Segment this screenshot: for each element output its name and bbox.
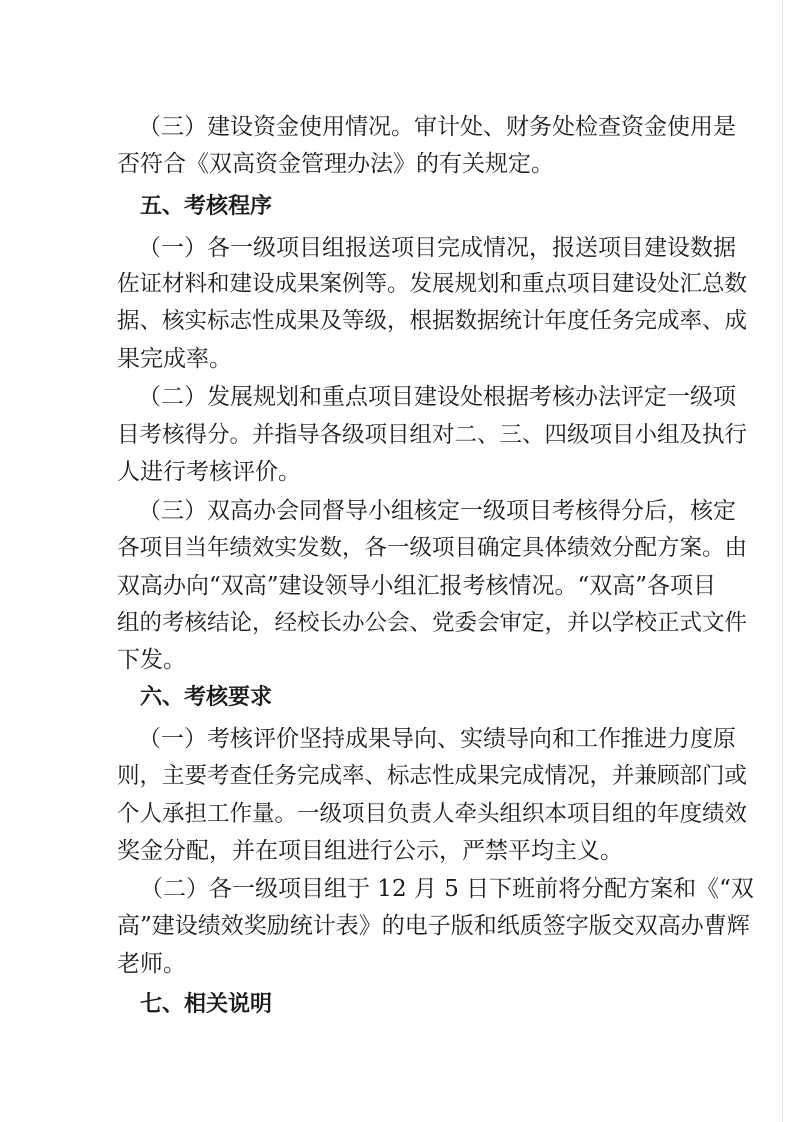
- paragraph-line: 否符合《双高资金管理办法》的有关规定。: [117, 151, 554, 177]
- paragraph-line: 果完成率。: [117, 346, 232, 372]
- paragraph-line: 组的考核结论，经校长办公会、党委会审定，并以学校正式文件: [117, 610, 748, 636]
- paragraph-line: 高”建设绩效奖励统计表》的电子版和纸质签字版交双高办曹辉: [117, 913, 750, 939]
- paragraph-line: 佐证材料和建设成果案例等。发展规划和重点项目建设处汇总数: [117, 271, 748, 297]
- paragraph-line: （一）考核评价坚持成果导向、实绩导向和工作推进力度原: [138, 726, 736, 752]
- paragraph-line: 各项目当年绩效实发数，各一级项目确定具体绩效分配方案。由: [117, 535, 748, 561]
- paragraph-line: 老师。: [117, 951, 186, 977]
- paragraph-line: 人进行考核评价。: [117, 459, 301, 485]
- paragraph-line: （三）双高办会同督导小组核定一级项目考核得分后，核定: [138, 498, 736, 524]
- paragraph-line: 奖金分配，并在项目组进行公示，严禁平均主义。: [117, 838, 623, 864]
- paragraph-line: 目考核得分。并指导各级项目组对二、三、四级项目小组及执行: [117, 422, 748, 448]
- paragraph-line: 个人承担工作量。一级项目负责人牵头组织本项目组的年度绩效: [117, 801, 748, 827]
- paragraph-line: 双高办向“双高”建设领导小组汇报考核情况。“双高”各项目: [117, 573, 717, 599]
- section-heading: 五、考核程序: [140, 194, 273, 219]
- section-heading: 六、考核要求: [140, 685, 273, 710]
- paragraph-line: 下发。: [117, 647, 186, 673]
- paragraph-line: 据、核实标志性成果及等级，根据数据统计年度任务完成率、成: [117, 308, 748, 334]
- paragraph-line: （一）各一级项目组报送项目完成情况，报送项目建设数据: [138, 235, 736, 261]
- paragraph-line: （二）各一级项目组于 12 月 5 日下班前将分配方案和《“双: [140, 876, 754, 902]
- scan-edge-line: [782, 0, 783, 1122]
- paragraph-line: 则，主要考查任务完成率、标志性成果完成情况，并兼顾部门或: [117, 763, 748, 789]
- section-heading: 七、相关说明: [140, 992, 273, 1017]
- paragraph-line: （二）发展规划和重点项目建设处根据考核办法评定一级项: [138, 384, 736, 410]
- paragraph-line: （三）建设资金使用情况。审计处、财务处检查资金使用是: [138, 114, 736, 140]
